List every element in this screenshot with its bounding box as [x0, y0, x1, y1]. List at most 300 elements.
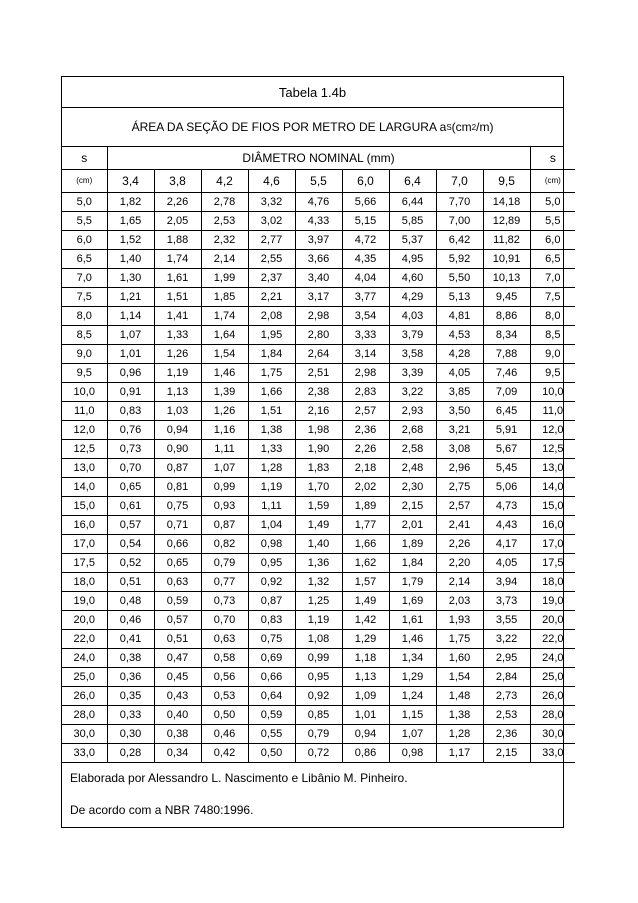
area-cell: 1,54 — [201, 345, 248, 364]
area-cell: 1,39 — [201, 383, 248, 402]
diameter-header: 4,2 — [201, 170, 248, 193]
area-cell: 0,93 — [201, 497, 248, 516]
area-cell: 0,86 — [342, 744, 389, 763]
area-cell: 0,38 — [107, 649, 154, 668]
area-cell: 4,95 — [389, 250, 436, 269]
area-cell: 5,06 — [483, 478, 530, 497]
area-cell: 2,26 — [342, 440, 389, 459]
area-cell: 1,51 — [248, 402, 295, 421]
area-cell: 2,75 — [436, 478, 483, 497]
area-cell: 1,07 — [107, 326, 154, 345]
area-cell: 1,62 — [342, 554, 389, 573]
area-cell: 4,73 — [483, 497, 530, 516]
area-cell: 1,04 — [248, 516, 295, 535]
area-cell: 4,33 — [295, 212, 342, 231]
spacing-cell-right: 18,0 — [530, 573, 575, 592]
spacing-cell-right: 11,0 — [530, 402, 575, 421]
spacing-cell-left: 17,0 — [62, 535, 107, 554]
area-cell: 2,05 — [154, 212, 201, 231]
spacing-cell-right: 13,0 — [530, 459, 575, 478]
area-cell: 0,46 — [201, 725, 248, 744]
area-cell: 3,58 — [389, 345, 436, 364]
area-cell: 1,38 — [248, 421, 295, 440]
spacing-cell-right: 28,0 — [530, 706, 575, 725]
spacing-cell-left: 18,0 — [62, 573, 107, 592]
area-cell: 0,66 — [248, 668, 295, 687]
area-cell: 1,13 — [154, 383, 201, 402]
area-cell: 4,72 — [342, 231, 389, 250]
credit-note: Elaborada por Alessandro L. Nascimento e Libânio M. Pinheiro. — [70, 771, 408, 785]
area-cell: 1,66 — [342, 535, 389, 554]
spacing-cell-right: 8,5 — [530, 326, 575, 345]
spacing-cell-right: 6,0 — [530, 231, 575, 250]
area-cell: 1,01 — [342, 706, 389, 725]
area-cell: 0,76 — [107, 421, 154, 440]
area-cell: 1,30 — [107, 269, 154, 288]
area-cell: 2,64 — [295, 345, 342, 364]
area-cell: 1,26 — [154, 345, 201, 364]
area-cell: 2,55 — [248, 250, 295, 269]
area-cell: 8,34 — [483, 326, 530, 345]
table-row — [62, 383, 575, 402]
area-cell: 14,18 — [483, 193, 530, 212]
table-row — [62, 649, 575, 668]
area-cell: 4,35 — [342, 250, 389, 269]
area-cell: 0,47 — [154, 649, 201, 668]
area-cell: 1,14 — [107, 307, 154, 326]
area-cell: 2,20 — [436, 554, 483, 573]
area-cell: 7,88 — [483, 345, 530, 364]
area-cell: 4,43 — [483, 516, 530, 535]
area-cell: 0,57 — [154, 611, 201, 630]
diameter-header: 6,0 — [342, 170, 389, 193]
area-cell: 0,70 — [201, 611, 248, 630]
area-cell: 1,26 — [201, 402, 248, 421]
spacing-cell-left: 7,5 — [62, 288, 107, 307]
area-cell: 1,11 — [248, 497, 295, 516]
area-cell: 4,05 — [436, 364, 483, 383]
area-cell: 0,52 — [107, 554, 154, 573]
area-cell: 0,85 — [295, 706, 342, 725]
area-cell: 10,91 — [483, 250, 530, 269]
area-cell: 0,35 — [107, 687, 154, 706]
subtitle-prefix: ÁREA DA SEÇÃO DE FIOS POR METRO DE LARGURA a — [131, 120, 447, 134]
area-cell: 7,00 — [436, 212, 483, 231]
area-cell: 0,34 — [154, 744, 201, 763]
area-cell: 2,48 — [389, 459, 436, 478]
table-row — [62, 364, 575, 383]
area-cell: 0,96 — [107, 364, 154, 383]
area-cell: 1,40 — [107, 250, 154, 269]
spacing-cell-left: 13,0 — [62, 459, 107, 478]
area-cell: 0,66 — [154, 535, 201, 554]
area-cell: 2,26 — [154, 193, 201, 212]
spacing-cell-left: 24,0 — [62, 649, 107, 668]
area-cell: 2,15 — [389, 497, 436, 516]
table-row — [62, 630, 575, 649]
spacing-cell-left: 10,0 — [62, 383, 107, 402]
spacing-cell-left: 14,0 — [62, 478, 107, 497]
area-cell: 1,57 — [342, 573, 389, 592]
area-cell: 1,84 — [389, 554, 436, 573]
spacing-cell-right: 14,0 — [530, 478, 575, 497]
area-cell: 5,85 — [389, 212, 436, 231]
area-cell: 2,84 — [483, 668, 530, 687]
area-cell: 3,55 — [483, 611, 530, 630]
area-cell: 7,46 — [483, 364, 530, 383]
area-cell: 1,38 — [436, 706, 483, 725]
spacing-cell-left: 6,5 — [62, 250, 107, 269]
area-cell: 0,46 — [107, 611, 154, 630]
area-cell: 1,59 — [295, 497, 342, 516]
spacing-cell-right: 19,0 — [530, 592, 575, 611]
area-cell: 1,49 — [295, 516, 342, 535]
area-cell: 2,38 — [295, 383, 342, 402]
area-cell: 4,28 — [436, 345, 483, 364]
area-cell: 4,04 — [342, 269, 389, 288]
area-cell: 0,73 — [201, 592, 248, 611]
area-cell: 1,95 — [248, 326, 295, 345]
area-cell: 3,39 — [389, 364, 436, 383]
area-cell: 0,65 — [154, 554, 201, 573]
spacing-cell-right: 9,0 — [530, 345, 575, 364]
area-cell: 0,94 — [342, 725, 389, 744]
area-cell: 0,51 — [107, 573, 154, 592]
area-cell: 0,73 — [107, 440, 154, 459]
spacing-cell-right: 7,0 — [530, 269, 575, 288]
area-cell: 0,28 — [107, 744, 154, 763]
spacing-cell-left: 25,0 — [62, 668, 107, 687]
area-cell: 5,92 — [436, 250, 483, 269]
area-cell: 3,73 — [483, 592, 530, 611]
area-cell: 2,14 — [436, 573, 483, 592]
spacing-cell-left: 9,5 — [62, 364, 107, 383]
table-row — [62, 573, 575, 592]
area-cell: 6,42 — [436, 231, 483, 250]
spacing-cell-right: 16,0 — [530, 516, 575, 535]
area-cell: 1,70 — [295, 478, 342, 497]
table-row — [62, 611, 575, 630]
area-cell: 1,09 — [342, 687, 389, 706]
area-cell: 5,15 — [342, 212, 389, 231]
table-row — [62, 706, 575, 725]
area-cell: 7,70 — [436, 193, 483, 212]
area-cell: 1,07 — [201, 459, 248, 478]
area-cell: 0,45 — [154, 668, 201, 687]
diameter-header: 5,5 — [295, 170, 342, 193]
area-cell: 2,08 — [248, 307, 295, 326]
header-row-2 — [62, 170, 575, 193]
s-header-left: s — [62, 147, 107, 170]
title-text: Tabela 1.4b — [278, 84, 347, 100]
area-cell: 0,61 — [107, 497, 154, 516]
area-cell: 2,32 — [201, 231, 248, 250]
area-cell: 0,95 — [248, 554, 295, 573]
area-cell: 1,40 — [295, 535, 342, 554]
table-row — [62, 687, 575, 706]
area-cell: 0,92 — [295, 687, 342, 706]
area-cell: 2,53 — [483, 706, 530, 725]
spacing-cell-left: 5,5 — [62, 212, 107, 231]
spacing-cell-right: 9,5 — [530, 364, 575, 383]
subtitle-unit-close: /m) — [476, 120, 494, 134]
spacing-cell-left: 5,0 — [62, 193, 107, 212]
area-cell: 3,66 — [295, 250, 342, 269]
area-cell: 0,94 — [154, 421, 201, 440]
area-cell: 1,89 — [389, 535, 436, 554]
area-cell: 0,77 — [201, 573, 248, 592]
subtitle-superscript: 2 — [471, 122, 477, 132]
table-row — [62, 725, 575, 744]
table-title — [62, 77, 563, 108]
diameter-header: 6,4 — [389, 170, 436, 193]
area-cell: 2,98 — [295, 307, 342, 326]
area-cell: 0,48 — [107, 592, 154, 611]
area-cell: 5,13 — [436, 288, 483, 307]
area-cell: 2,95 — [483, 649, 530, 668]
area-cell: 1,74 — [201, 307, 248, 326]
area-cell: 0,55 — [248, 725, 295, 744]
area-cell: 1,46 — [201, 364, 248, 383]
area-cell: 2,36 — [342, 421, 389, 440]
area-cell: 5,50 — [436, 269, 483, 288]
area-cell: 1,83 — [295, 459, 342, 478]
table-row — [62, 668, 575, 687]
area-cell: 3,22 — [483, 630, 530, 649]
area-cell: 1,61 — [389, 611, 436, 630]
norm-note: De acordo com a NBR 7480:1996. — [70, 803, 254, 817]
area-cell: 1,85 — [201, 288, 248, 307]
spacing-cell-left: 6,0 — [62, 231, 107, 250]
area-cell: 1,36 — [295, 554, 342, 573]
area-cell: 0,70 — [107, 459, 154, 478]
area-cell: 1,03 — [154, 402, 201, 421]
area-cell: 0,63 — [201, 630, 248, 649]
area-cell: 1,88 — [154, 231, 201, 250]
table-row — [62, 592, 575, 611]
diameter-header: 3,4 — [107, 170, 154, 193]
area-cell: 1,77 — [342, 516, 389, 535]
area-cell: 1,08 — [295, 630, 342, 649]
area-cell: 2,78 — [201, 193, 248, 212]
area-cell: 1,19 — [295, 611, 342, 630]
area-cell: 1,42 — [342, 611, 389, 630]
spacing-cell-right: 10,0 — [530, 383, 575, 402]
area-cell: 2,68 — [389, 421, 436, 440]
area-cell: 1,84 — [248, 345, 295, 364]
area-cell: 2,57 — [342, 402, 389, 421]
area-cell: 2,14 — [201, 250, 248, 269]
area-cell: 1,79 — [389, 573, 436, 592]
area-cell: 1,60 — [436, 649, 483, 668]
area-cell: 4,05 — [483, 554, 530, 573]
area-cell: 0,99 — [201, 478, 248, 497]
spacing-cell-right: 15,0 — [530, 497, 575, 516]
diameter-header: 7,0 — [436, 170, 483, 193]
table-row — [62, 326, 575, 345]
area-cell: 1,89 — [342, 497, 389, 516]
spacing-cell-right: 22,0 — [530, 630, 575, 649]
spacing-cell-left: 8,0 — [62, 307, 107, 326]
spacing-cell-left: 17,5 — [62, 554, 107, 573]
table-document — [61, 76, 564, 828]
area-cell: 0,59 — [248, 706, 295, 725]
area-cell: 0,79 — [201, 554, 248, 573]
area-cell: 0,92 — [248, 573, 295, 592]
spacing-cell-left: 30,0 — [62, 725, 107, 744]
area-cell: 0,65 — [107, 478, 154, 497]
area-cell: 1,17 — [436, 744, 483, 763]
table-row — [62, 459, 575, 478]
area-cell: 2,18 — [342, 459, 389, 478]
table-row — [62, 231, 575, 250]
area-cell: 3,77 — [342, 288, 389, 307]
area-cell: 1,34 — [389, 649, 436, 668]
spacing-cell-right: 20,0 — [530, 611, 575, 630]
area-cell: 1,61 — [154, 269, 201, 288]
area-cell: 3,22 — [389, 383, 436, 402]
area-cell: 1,01 — [107, 345, 154, 364]
diameter-group-header: DIÂMETRO NOMINAL (mm) — [107, 147, 530, 170]
spacing-cell-right: 12,0 — [530, 421, 575, 440]
spacing-cell-left: 20,0 — [62, 611, 107, 630]
table-row — [62, 744, 575, 763]
spacing-cell-right: 33,0 — [530, 744, 575, 763]
area-cell: 1,51 — [154, 288, 201, 307]
table-footer — [62, 763, 563, 827]
area-cell: 4,29 — [389, 288, 436, 307]
area-cell: 0,63 — [154, 573, 201, 592]
table-row — [62, 554, 575, 573]
table-row — [62, 440, 575, 459]
area-cell: 9,45 — [483, 288, 530, 307]
table-row — [62, 421, 575, 440]
table-row — [62, 345, 575, 364]
area-cell: 0,98 — [389, 744, 436, 763]
area-cell: 0,75 — [248, 630, 295, 649]
spacing-cell-right: 30,0 — [530, 725, 575, 744]
area-cell: 6,45 — [483, 402, 530, 421]
area-cell: 1,19 — [248, 478, 295, 497]
area-cell: 5,37 — [389, 231, 436, 250]
area-cell: 6,44 — [389, 193, 436, 212]
spacing-cell-left: 26,0 — [62, 687, 107, 706]
area-cell: 1,33 — [154, 326, 201, 345]
area-cell: 5,45 — [483, 459, 530, 478]
spacing-cell-right: 26,0 — [530, 687, 575, 706]
area-cell: 3,08 — [436, 440, 483, 459]
area-cell: 7,09 — [483, 383, 530, 402]
area-cell: 1,24 — [389, 687, 436, 706]
area-cell: 0,98 — [248, 535, 295, 554]
area-cell: 0,50 — [248, 744, 295, 763]
area-cell: 4,53 — [436, 326, 483, 345]
area-cell: 1,11 — [201, 440, 248, 459]
area-cell: 2,93 — [389, 402, 436, 421]
area-cell: 2,36 — [483, 725, 530, 744]
area-cell: 0,43 — [154, 687, 201, 706]
area-cell: 2,98 — [342, 364, 389, 383]
table-row — [62, 193, 575, 212]
area-cell: 0,30 — [107, 725, 154, 744]
area-cell: 2,53 — [201, 212, 248, 231]
area-cell: 1,18 — [342, 649, 389, 668]
area-cell: 2,80 — [295, 326, 342, 345]
area-cell: 1,28 — [436, 725, 483, 744]
diameter-header: 9,5 — [483, 170, 530, 193]
area-cell: 5,91 — [483, 421, 530, 440]
area-cell: 3,50 — [436, 402, 483, 421]
area-cell: 1,64 — [201, 326, 248, 345]
table-row — [62, 478, 575, 497]
area-cell: 1,41 — [154, 307, 201, 326]
subtitle-subscript: S — [446, 122, 452, 132]
area-cell: 3,79 — [389, 326, 436, 345]
area-cell: 0,71 — [154, 516, 201, 535]
area-cell: 0,79 — [295, 725, 342, 744]
spacing-cell-left: 33,0 — [62, 744, 107, 763]
area-cell: 0,87 — [154, 459, 201, 478]
area-cell: 0,38 — [154, 725, 201, 744]
spacing-cell-left: 8,5 — [62, 326, 107, 345]
area-cell: 0,99 — [295, 649, 342, 668]
area-cell: 1,32 — [295, 573, 342, 592]
area-cell: 0,53 — [201, 687, 248, 706]
area-cell: 1,69 — [389, 592, 436, 611]
area-cell: 0,95 — [295, 668, 342, 687]
spacing-cell-left: 22,0 — [62, 630, 107, 649]
area-cell: 2,26 — [436, 535, 483, 554]
spacing-cell-right: 17,0 — [530, 535, 575, 554]
table-row — [62, 402, 575, 421]
area-cell: 1,98 — [295, 421, 342, 440]
area-cell: 3,17 — [295, 288, 342, 307]
table-row — [62, 497, 575, 516]
spacing-cell-right: 8,0 — [530, 307, 575, 326]
header-row-1 — [62, 147, 575, 170]
area-cell: 4,03 — [389, 307, 436, 326]
s-header-right: s — [530, 147, 575, 170]
area-cell: 3,97 — [295, 231, 342, 250]
area-cell: 0,90 — [154, 440, 201, 459]
table-subtitle — [62, 108, 563, 147]
area-cell: 2,30 — [389, 478, 436, 497]
area-cell: 3,21 — [436, 421, 483, 440]
area-cell: 2,77 — [248, 231, 295, 250]
spacing-cell-left: 28,0 — [62, 706, 107, 725]
area-cell: 1,28 — [248, 459, 295, 478]
area-cell: 0,40 — [154, 706, 201, 725]
area-cell: 1,29 — [389, 668, 436, 687]
area-cell: 0,41 — [107, 630, 154, 649]
spacing-cell-left: 12,0 — [62, 421, 107, 440]
area-cell: 4,17 — [483, 535, 530, 554]
area-cell: 1,48 — [436, 687, 483, 706]
spacing-cell-right: 7,5 — [530, 288, 575, 307]
area-cell: 1,66 — [248, 383, 295, 402]
area-cell: 4,81 — [436, 307, 483, 326]
area-cell: 3,02 — [248, 212, 295, 231]
area-cell: 1,65 — [107, 212, 154, 231]
area-cell: 0,51 — [154, 630, 201, 649]
area-cell: 1,75 — [248, 364, 295, 383]
area-cell: 0,56 — [201, 668, 248, 687]
area-cell: 10,13 — [483, 269, 530, 288]
area-cell: 2,03 — [436, 592, 483, 611]
table-row — [62, 288, 575, 307]
unit-header-left: (cm) — [62, 170, 107, 193]
area-cell: 2,16 — [295, 402, 342, 421]
